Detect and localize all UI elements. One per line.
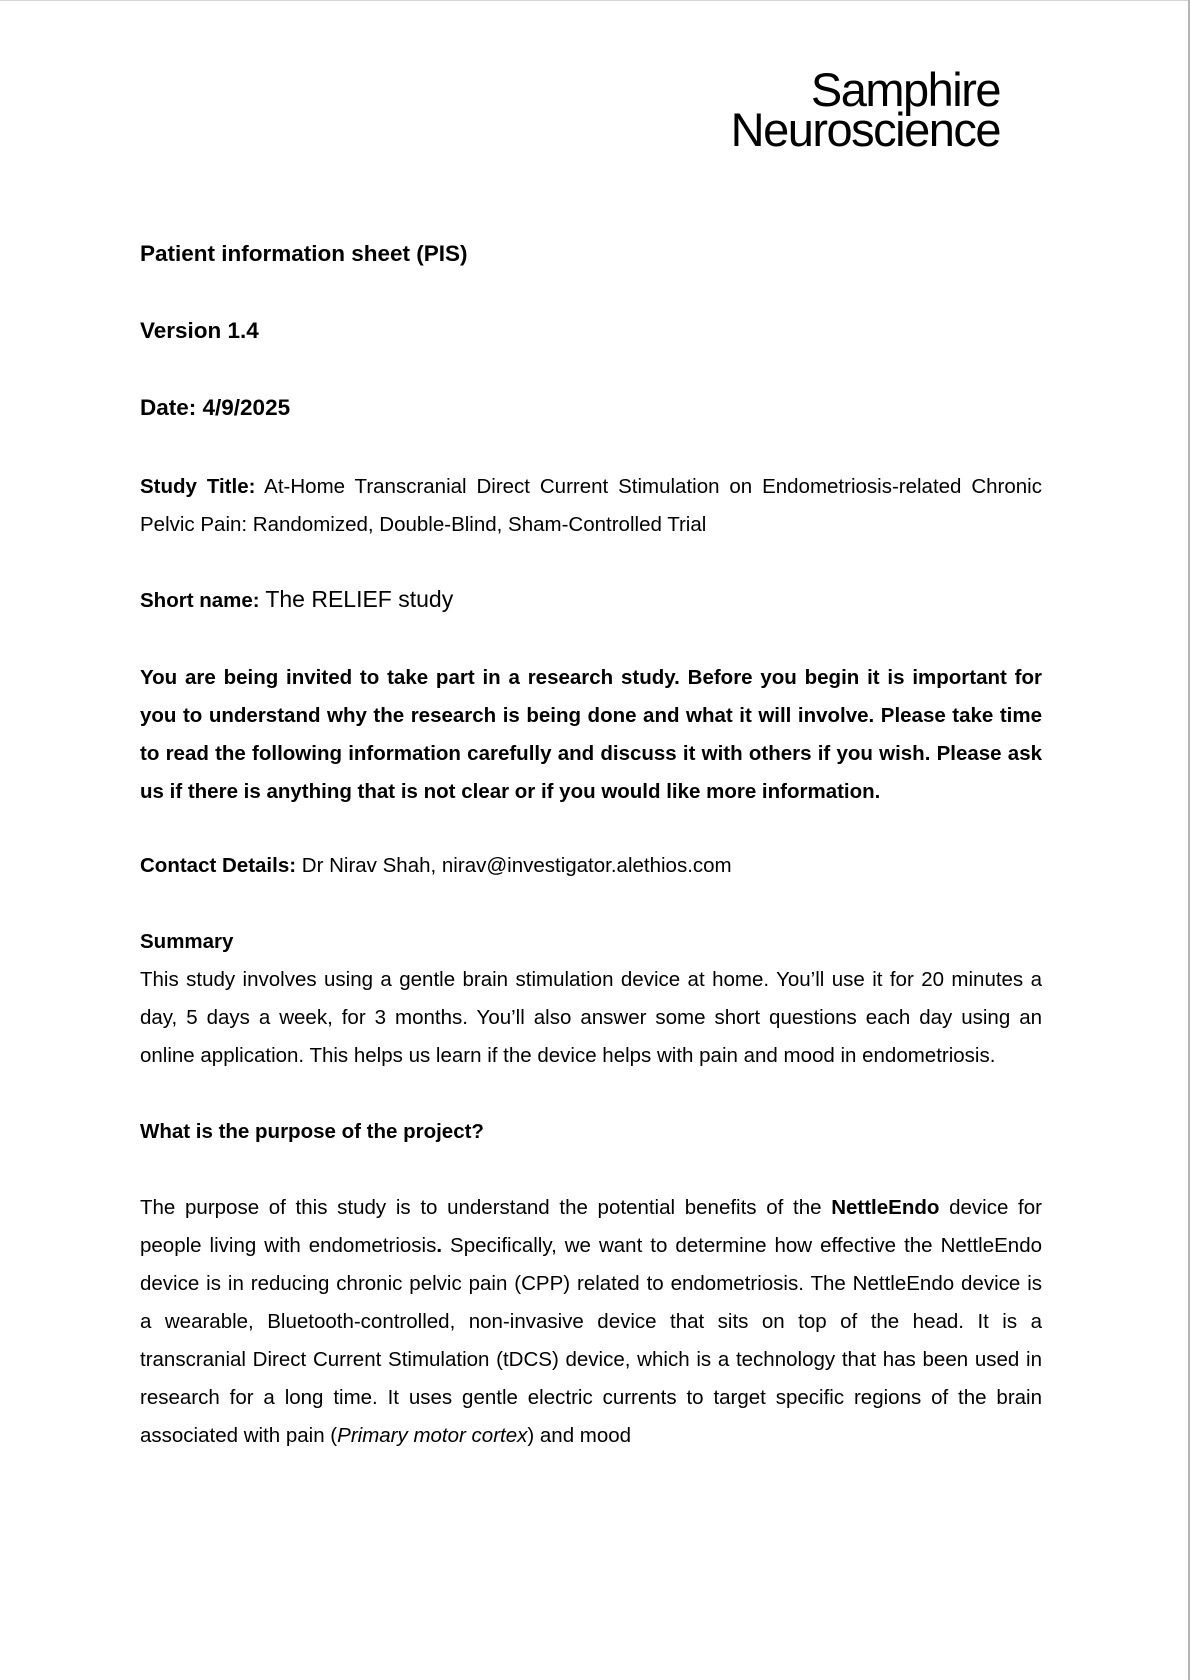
contact-email[interactable]: nirav@investigator.alethios.com bbox=[441, 854, 732, 877]
purpose-paragraph bbox=[140, 1189, 1042, 1455]
logo-line-1: Samphire bbox=[810, 63, 1000, 116]
summary-text: This study involves using a gentle brain stimulation device at home. You’ll use it for 20 minutes a day, 5 days a week, for 3 months. You’ll also answer some short questions each day using an online application. This helps us learn if the device helps with pain and mood in endometriosis. bbox=[140, 968, 1042, 1067]
purpose-period: . bbox=[436, 1234, 443, 1257]
short-name-value: The RELIEF study bbox=[265, 586, 454, 612]
study-title-value: At-Home Transcranial Direct Current Stimulation on Endometriosis-related Chronic Pelvic Pain: Randomized, Double-Blind, Sham-Controlled Trial bbox=[140, 475, 1042, 536]
document-body bbox=[140, 236, 1042, 1455]
purpose-text-2: device for people living with endometriosis bbox=[140, 1196, 1042, 1257]
logo-line-2: Neuroscience bbox=[730, 103, 1000, 156]
purpose-text-4: ) and mood bbox=[527, 1424, 632, 1447]
summary-heading: Summary bbox=[140, 930, 234, 953]
page-top-border bbox=[0, 0, 1190, 1]
contact-name: Dr Nirav Shah, bbox=[301, 854, 437, 877]
purpose-text-3: Specifically, we want to determine how effective the NettleEndo device is in reducing chronic pelvic pain (CPP) related to endometriosis. The NettleEndo device is a wearable, Bluetooth-controlled, non-invasive device that sits on top of the head. It is a transcranial Direct Current Stimulation (tDCS) device, which is a technology that has been used in research for a long time. It uses gentle electric currents to target specific regions of the brain associated with pain ( bbox=[140, 1234, 1042, 1447]
document-title: Patient information sheet (PIS) bbox=[140, 241, 468, 266]
contact-label: Contact Details: bbox=[140, 854, 297, 877]
document-date: Date: 4/9/2025 bbox=[140, 395, 291, 420]
study-title-label: Study Title: bbox=[140, 475, 256, 498]
purpose-heading: What is the purpose of the project? bbox=[140, 1120, 484, 1143]
device-name: NettleEndo bbox=[831, 1196, 940, 1219]
contact-details bbox=[140, 847, 1042, 885]
brain-region: Primary motor cortex bbox=[337, 1424, 528, 1447]
invitation-paragraph: You are being invited to take part in a research study. Before you begin it is important for you to understand why the research is being done and what it will involve. Please take time to read the following information carefully and discuss it with others if you wish. Please ask us if there is anything that is not clear or if you would like more information. bbox=[140, 666, 1042, 803]
document-version: Version 1.4 bbox=[140, 318, 259, 343]
short-name-label: Short name: bbox=[140, 589, 260, 612]
short-name bbox=[140, 580, 1042, 620]
company-logo bbox=[730, 63, 1000, 156]
purpose-text-1: The purpose of this study is to understand the potential benefits of the bbox=[140, 1196, 822, 1219]
study-title bbox=[140, 468, 1042, 544]
